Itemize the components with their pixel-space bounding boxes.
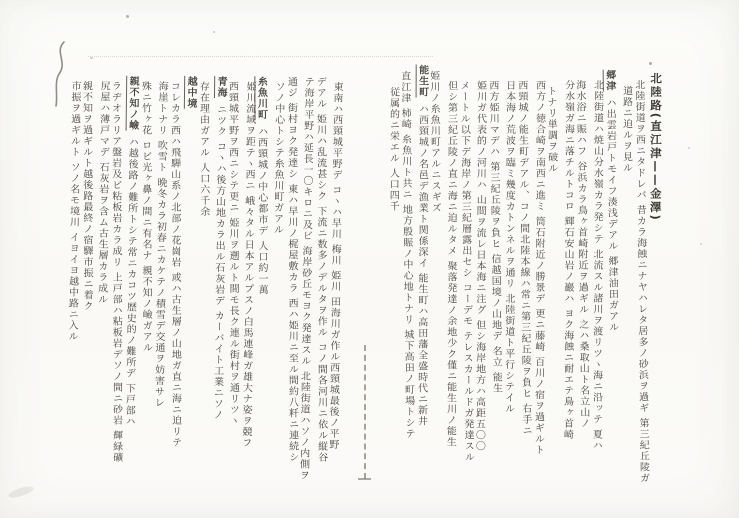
manuscript-column	[123, 76, 137, 442]
section-heading: 糸魚川町	[255, 76, 267, 121]
column-text: 姫川ノ糸魚川町アルニスギズ	[428, 70, 441, 214]
section-heading: 青海	[214, 76, 226, 99]
manuscript-column	[516, 64, 531, 466]
manuscript-column	[152, 76, 166, 442]
column-text: コレカラ西ハ飛騨山系ノ北部ノ花崗岩 或ハ古生層ノ山地ガ直ニ海ニ迫リテ	[168, 80, 181, 449]
scan-speck	[649, 62, 652, 65]
column-text: 西方姫川マデハ 第三紀丘陵ヲ負ヒ 信越国境ノ山地デ 名立 能生	[486, 80, 502, 394]
manuscript-column	[239, 76, 255, 449]
manuscript-column	[256, 76, 267, 442]
manuscript-column	[561, 64, 572, 466]
column-text: 海水浴ニ賑ハフ 谷浜カラ鳥ヶ首崎附近ヲ過ギル 之ハ桑取山ト名立山ノ	[574, 79, 590, 430]
manuscript-column	[197, 76, 208, 442]
scan-smudge	[7, 484, 34, 500]
column-text: ハ西頸城ノ名邑デ漁業ト関係深イ 能生町ハ高田藩全盛時代ニ新井	[415, 103, 428, 427]
scan-speck	[90, 57, 93, 59]
column-text: 但シ第三紀丘陵ノ直ニ海ニ迫ルタメ 聚落発達ノ余地少ク僅ニ能生川ノ能生	[444, 80, 457, 448]
manuscript-column	[620, 63, 631, 465]
manuscript-column	[399, 65, 414, 467]
manuscript-column	[590, 64, 601, 466]
scan-speck	[213, 31, 215, 33]
section-heading: 能生町	[416, 64, 428, 98]
scan-top-edge-rule	[88, 56, 433, 57]
column-text: ラヂオラリア盤岩及ビ粘板岩カラ成リ 上戸部ハ粘板岩デソノ間ニ砂岩 輝緑礦	[109, 80, 123, 464]
column-text: ソノ中心トシテ糸魚川町ガアル	[271, 81, 285, 236]
manuscript-column	[139, 76, 150, 442]
column-text: 海崖トナリ 吹雪ト 晩冬カラ初春ニカケテノ積雪デ交通ヲ妨害サレ	[152, 80, 168, 409]
manuscript-column	[269, 76, 283, 442]
section-heading: 越中境	[185, 75, 197, 110]
column-text: 尻屋ハ薄戸マデ 石灰岩ヲ含ム古生層カラ成ル	[95, 80, 109, 305]
column-text: テ海岸平野ハ延長一〇キロニ及ビ 海岸砂丘モヨク発達スル 北陸街道ハソノ内側ヲ	[297, 76, 314, 481]
manuscript-column	[503, 64, 514, 466]
column-text: 殊ニ竹ヶ花 ロビ光ヶ鼻ノ間ニ有名ナ 親不知ノ嶮ガアル	[138, 80, 151, 354]
manuscript-column	[297, 76, 314, 481]
column-text: ハ西頸城ノ中心都市デ 人口約一萬	[255, 126, 268, 296]
manuscript-column	[326, 76, 343, 451]
manuscript-column	[457, 64, 472, 466]
column-text: 姫川流域ヲ距テヽ西ニ 峨々タル日本アルプスノ白馬連峰ガ雄大ナ姿ヲ競フ	[239, 81, 255, 449]
manuscript-column	[314, 76, 327, 463]
column-text: 西方ノ徳合崎ヲ南西ニ進ミ 筒石附近ノ勝景デ 更ニ藤崎 百川ノ宿ヲ過ギルト	[532, 79, 545, 456]
binding-fold-dashed-line	[364, 345, 366, 479]
column-text: 西頸城ノ能生町デアル、コノ間北陸本線ハ常ニ第三紀丘陵ヲ負ヒ 右手ニ	[515, 79, 532, 437]
column-text: 通ジ 街村ヨク発達シ 東ハ早川ノ梶屋敷カラ 西ハ姫川ニ至ル間約八粁ニ連続シ	[284, 76, 298, 463]
manuscript-column	[487, 64, 502, 466]
manuscript-column	[603, 63, 618, 465]
column-text: 分水嶺ガ海ニ落チルトコロ 輝石安山岩ノ巖ハ ヨク海蝕ニ耐エテ鳥ヶ首崎	[561, 79, 574, 441]
column-text: 親不知ヲ過ギルト越後路最終ノ宿驛市振ニ着ク	[80, 80, 93, 312]
binding-fold-end-tick	[358, 478, 371, 480]
manuscript-column	[210, 76, 224, 442]
section-heading: 親不知ノ嶮	[126, 75, 139, 131]
manuscript-column	[574, 64, 589, 466]
column-text: 道路ニ迫ルヲ見ル	[620, 85, 632, 174]
scan-speck	[700, 243, 702, 245]
manuscript-column	[632, 63, 649, 484]
column-text: デアル 姫川ハ乱流甚シク 下流ニ数多ノデルタヲ作ル コノ間各河川ニ依ル縦谷	[314, 76, 327, 463]
manuscript-title-column	[649, 63, 662, 465]
column-text: トナリ単調ヲ破ル	[545, 85, 558, 174]
manuscript-column	[181, 76, 195, 442]
column-text: 直江津 柿崎 糸魚川ト共ニ 地方殷賑ノ中心地トナリ 城下高田ノ町場トシテ	[399, 70, 415, 440]
manuscript-column	[81, 76, 92, 442]
column-text: 従属的ニ栄エル 人口四千	[387, 86, 399, 212]
column-text: ハ出雲岩戸トモイフ湊浅デアル 郷津油田ガアル	[603, 97, 618, 333]
manuscript-column	[284, 76, 298, 463]
manuscript-column	[64, 76, 78, 442]
manuscript-page-right	[381, 63, 664, 484]
column-text: 存在理由ガアル 人口六千余	[197, 80, 209, 218]
scan-speck	[126, 15, 129, 18]
scan-speck	[688, 147, 690, 149]
column-text: メートル以下デ海岸ノ第三紀層露出セシ コーデモ テレスカールドガ発達スル	[457, 80, 474, 463]
column-text: 東南ハ西頸城平野デ コヽハ早川 梅川 姫川 田海川ガ作ル西頸城最後ノ平野	[326, 81, 343, 451]
manuscript-column	[109, 76, 123, 464]
manuscript-column	[532, 64, 543, 466]
column-text: ハ越後路ノ難所トシテ常ニカコツ歴史的ノ難所デ 下戸部ハ	[122, 136, 138, 428]
column-text: 西頸城平野ヲ西ニシテ更ニ 姫川ヲ遡ルト間モ長ク連ル街村ヲ通リツヽ	[226, 81, 239, 427]
column-text: 市振ヲ過ギルト ソノ名モ境川 イヨイヨ越中路ニ入ル	[65, 80, 80, 342]
manuscript-column	[168, 76, 181, 449]
manuscript-column	[386, 65, 397, 467]
column-text: 北陸街道ヲ西ニタドレバ 昔カラ海蝕ニナヤハレタ居多ノ砂浜ヲ過ギ 第三紀丘陵ガ	[632, 79, 649, 484]
manuscript-page-left	[61, 75, 343, 481]
column-text: ニツク コヽハ後方山地カラ出ル石灰岩デ カーバイト工業ニソノ	[210, 104, 226, 421]
column-text: 姫川ガ代表的ノ河川ハ 山間ヲ流レ日本海ニ注グ 但シ海岸地方ハ高距五〇〇	[473, 80, 487, 452]
column-text: 北陸街道ハ焼山分水嶺カラ発シテ 北流スル諸川ヲ渡リツヽ海ニ沿ッテ 夏ハ	[590, 79, 603, 451]
manuscript-column	[94, 76, 108, 442]
column-text: 日本海ノ荒波ヲ臨ミ幾度カトンネルヲ通リ 北陸街道ト平行シテイル	[503, 80, 516, 415]
manuscript-column	[474, 64, 485, 466]
column-text: 北陸路(直江津——金澤)	[649, 72, 664, 223]
manuscript-column	[415, 65, 426, 467]
manuscript-column	[545, 64, 560, 466]
manuscript-column	[226, 76, 237, 442]
section-heading: 郷津	[603, 69, 615, 92]
manuscript-column	[444, 64, 455, 466]
manuscript-column	[428, 64, 443, 466]
